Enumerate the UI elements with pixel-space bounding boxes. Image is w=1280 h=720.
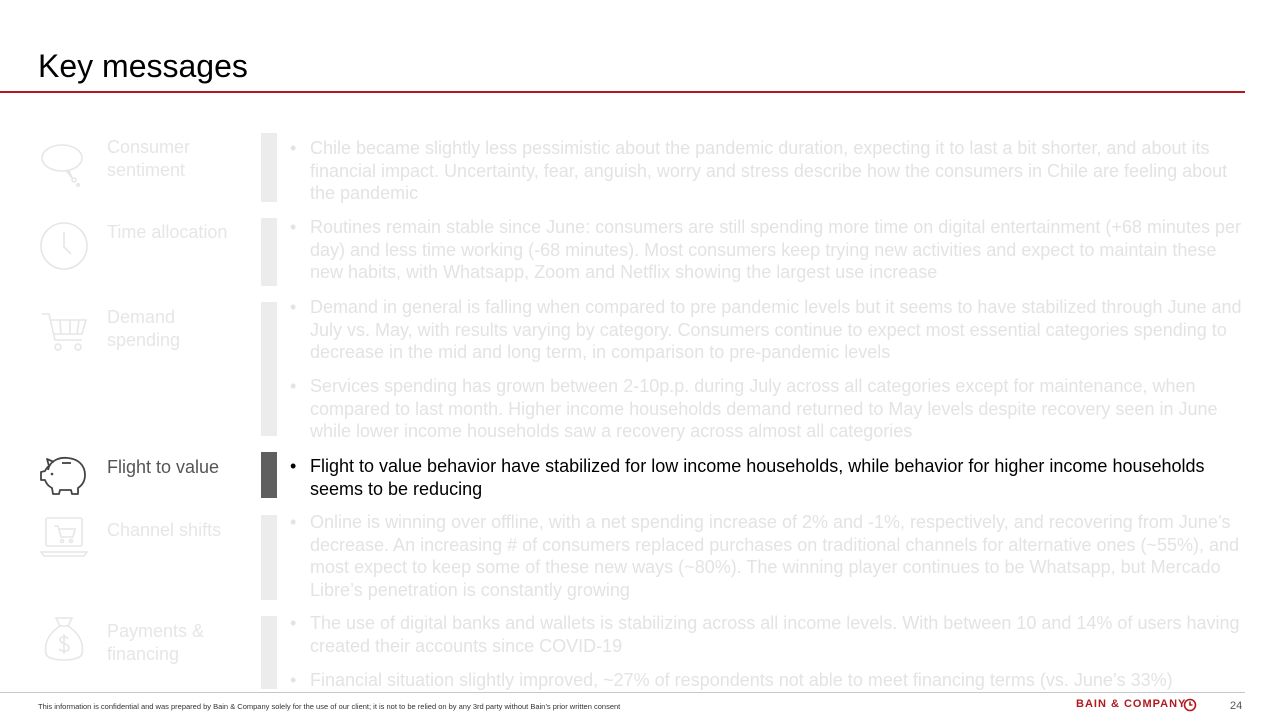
bullet-item xyxy=(290,216,1245,284)
bullet-text: Online is winning over offline, with a net spending increase of 2% and -1%, respectively, and recovering from June’s decrease. An increasing # of consumers replaced purchases on traditional channels for alternative ones (~55%), and most expect to keep some of these new ways (~80%). The winning player continues to be Whatsapp, but Mercado Libre’s penetration is constantly growing xyxy=(310,512,1240,600)
bullet-marker: • xyxy=(290,297,297,317)
money-bag-icon xyxy=(38,614,90,666)
row-label-consumer-sentiment xyxy=(107,136,257,182)
bullet-marker: • xyxy=(290,456,297,476)
bullet-text: Financial situation slightly improved, ~27% of respondents not able to meet financing terms (vs. June’s 33%) xyxy=(310,670,1173,690)
laptop-cart-icon xyxy=(38,512,90,564)
section-bar-flight-to-value xyxy=(261,452,277,498)
section-bar-channel-shifts xyxy=(261,515,277,600)
section-bar-time-allocation xyxy=(261,218,277,286)
row-label-line: Flight to value xyxy=(107,457,220,477)
shopping-cart-icon xyxy=(38,306,90,358)
row-label-line: Channel shifts xyxy=(107,520,222,540)
bullet-item xyxy=(290,511,1245,601)
row-label-demand-spending xyxy=(107,306,257,352)
row-label-line: financing xyxy=(107,644,180,664)
bullet-marker: • xyxy=(290,217,297,237)
row-label-time-allocation xyxy=(107,221,257,244)
bullet-item xyxy=(290,455,1245,500)
bullet-marker: • xyxy=(290,138,297,158)
brand-logo-icon xyxy=(1183,698,1197,712)
page-title: Key messages xyxy=(38,48,248,84)
bullet-item xyxy=(290,612,1245,657)
row-label-flight-to-value xyxy=(107,456,257,479)
page-number: 24 xyxy=(1230,700,1243,712)
row-label-line: Time allocation xyxy=(107,222,228,242)
footer-divider xyxy=(0,692,1245,693)
bullet-item xyxy=(290,669,1245,692)
section-bar-payments-financing xyxy=(261,616,277,689)
row-label-line: Demand xyxy=(107,307,176,327)
row-label-payments-financing xyxy=(107,620,257,666)
piggy-bank-icon xyxy=(38,450,90,502)
clock-icon xyxy=(38,220,90,272)
row-label-channel-shifts xyxy=(107,519,257,542)
row-label-line: spending xyxy=(107,330,181,350)
bullet-item xyxy=(290,296,1245,364)
bullet-text: The use of digital banks and wallets is stabilizing across all income levels. With between 10 and 14% of users having created their accounts since COVID-19 xyxy=(310,613,1240,656)
row-label-line: sentiment xyxy=(107,160,186,180)
speech-bubble-icon xyxy=(38,140,90,192)
bullet-marker: • xyxy=(290,613,297,633)
bullet-text: Routines remain stable since June: consumers are still spending more time on digital entertainment (+68 minutes per day) and less time working (-68 minutes). Most consumers keep trying new activities and expect to maintain these new habits, with Whatsapp, Zoom and Netflix showing the largest use increase xyxy=(310,217,1241,282)
section-bar-demand-spending xyxy=(261,302,277,436)
bullet-marker: • xyxy=(290,512,297,532)
section-bar-consumer-sentiment xyxy=(261,133,277,202)
bullet-item xyxy=(290,375,1245,443)
bullet-text: Chile became slightly less pessimistic about the pandemic duration, expecting it to last a bit shorter, and about its financial impact. Uncertainty, fear, anguish, worry and stress describe how the consumers in Chile are feeling about the pandemic xyxy=(310,138,1228,203)
bullet-text: Services spending has grown between 2-10p.p. during July across all categories except for maintenance, when compared to last month. Higher income households demand returned to May levels despite recovery seen in June while lower income households saw a recovery across almost all categories xyxy=(310,376,1218,441)
bullet-marker: • xyxy=(290,670,297,690)
title-divider xyxy=(0,91,1245,93)
row-label-line: Consumer xyxy=(107,137,191,157)
row-label-line: Payments & xyxy=(107,621,205,641)
bullet-marker: • xyxy=(290,376,297,396)
bullet-text: Demand in general is falling when compared to pre pandemic levels but it seems to have stabilized through June and July vs. May, with results varying by category. Consumers continue to expect most essential categories spending to decrease in the mid and long term, in comparison to pre-pandemic levels xyxy=(310,297,1242,362)
bullet-text: Flight to value behavior have stabilized for low income households, while behavior for higher income households seems to be reducing xyxy=(310,456,1205,499)
bullet-item xyxy=(290,137,1245,205)
confidentiality-note: This information is confidential and was prepared by Bain & Company solely for the use of our client; it is not to be relied on by any 3rd party without Bain’s prior written consent xyxy=(38,702,621,711)
brand-name: BAIN & COMPANY xyxy=(1076,698,1187,710)
